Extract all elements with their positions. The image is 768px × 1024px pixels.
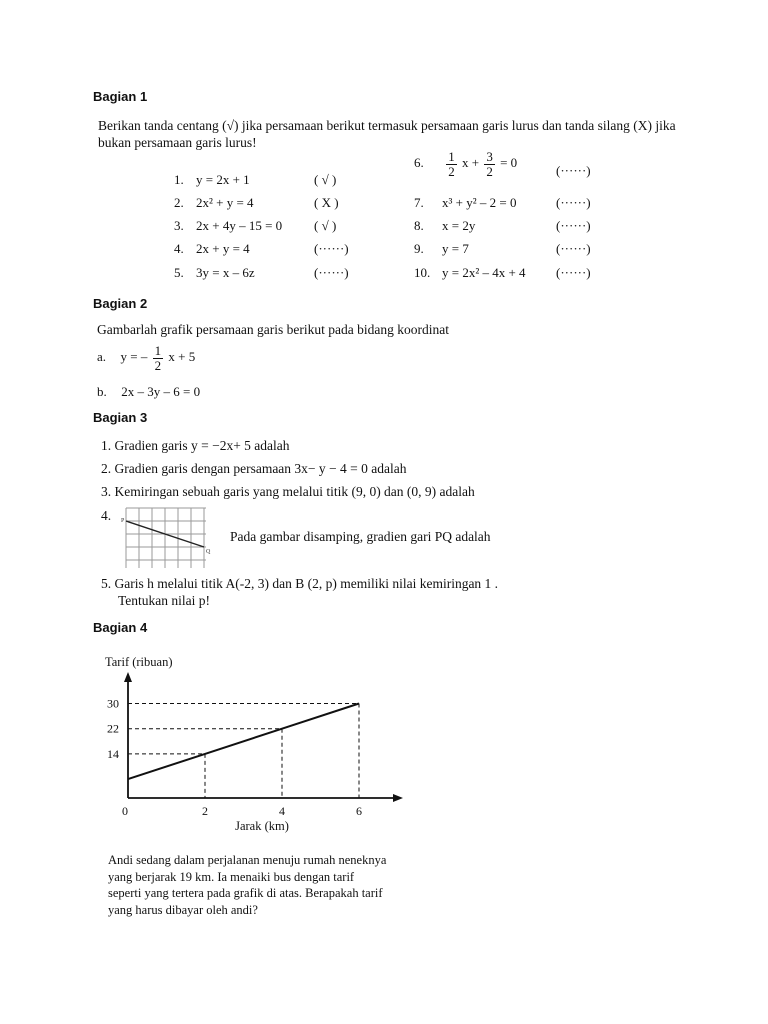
item-number: 10. — [414, 265, 431, 280]
item-6-fraction-2 — [484, 150, 495, 178]
chart-x-tick-label: 2 — [202, 804, 208, 818]
pq-grid-lines — [126, 508, 206, 568]
bagian-3-question-3: 3. Kemiringan sebuah garis yang melalui titik (9, 0) dan (0, 9) adalah — [101, 484, 475, 499]
bagian-3-heading: Bagian 3 — [93, 410, 148, 425]
item-a-lhs: y = – — [120, 349, 148, 365]
chart-ylabel: Tarif (ribuan) — [105, 655, 173, 669]
bagian-1-item-2 — [174, 195, 254, 211]
item-equation: y = 2x² – 4x + 4 — [442, 265, 526, 280]
item-a-fraction — [153, 344, 164, 372]
chart-x-axis-arrow — [393, 794, 403, 802]
item-6-number: 6. — [414, 155, 424, 171]
paragraph-line: Andi sedang dalam perjalanan menuju rumah neneknya — [108, 853, 387, 867]
item-number: 5. — [174, 265, 184, 280]
item-number: 9. — [414, 241, 424, 256]
chart-xlabel: Jarak (km) — [235, 819, 289, 833]
bagian-1-item-5 — [174, 265, 255, 281]
item-equation: 2x + 4y – 15 = 0 — [196, 218, 283, 233]
item-6-tail: = 0 — [500, 155, 518, 171]
chart-y-tick-label: 30 — [107, 696, 119, 711]
paragraph-line: yang berjarak 19 km. Ia menaiki bus dengan tarif — [108, 869, 355, 884]
bagian-1-item-8 — [414, 218, 475, 234]
item-equation: y = 2x + 1 — [196, 172, 250, 187]
item-6-answer[interactable]: (······) — [556, 163, 591, 178]
item-number: 7. — [414, 195, 424, 210]
item-number: 8. — [414, 218, 424, 233]
bagian-1-heading: Bagian 1 — [93, 89, 148, 104]
bagian-1-item-6 — [414, 150, 517, 178]
item-b-equation: 2x – 3y – 6 = 0 — [121, 384, 201, 399]
item-6-frac2-den: 2 — [486, 163, 493, 179]
bagian-3-question-4-text: Pada gambar disamping, gradien gari PQ adalah — [230, 529, 491, 544]
item-equation: 3y = x – 6z — [196, 265, 255, 280]
chart-y-tick-label: 22 — [107, 721, 119, 736]
item-6-frac1-den: 2 — [448, 163, 455, 179]
item-a-frac-num: 1 — [154, 343, 162, 358]
bagian-3-question-1: 1. Gradien garis y = −2x+ 5 adalah — [101, 438, 290, 453]
bagian-1-item-10 — [414, 265, 526, 281]
fare-chart — [95, 648, 415, 838]
item-number: 2. — [174, 195, 184, 210]
bagian-2-heading: Bagian 2 — [93, 296, 148, 311]
item-a-label: a. — [97, 349, 107, 365]
chart-x-tick-label: 4 — [279, 804, 285, 818]
bagian-1-item-4 — [174, 241, 250, 257]
item-4-answer[interactable]: (······) — [314, 241, 349, 256]
item-a-rhs: x + 5 — [168, 349, 196, 365]
item-b-label: b. — [97, 384, 107, 399]
chart-x-tick-label: 6 — [356, 804, 362, 818]
item-number: 4. — [174, 241, 184, 256]
item-10-answer[interactable]: (······) — [556, 265, 591, 280]
bagian-3-question-5-line2: Tentukan nilai p! — [118, 593, 211, 608]
item-number: 3. — [174, 218, 184, 233]
item-2-answer[interactable]: ( X ) — [314, 195, 339, 210]
chart-y-tick-label: 14 — [107, 746, 119, 761]
point-q-label: Q — [206, 549, 211, 555]
item-6-frac1-num: 1 — [448, 149, 455, 164]
chart-x-tick-label: 0 — [122, 804, 128, 818]
bagian-3-question-2: 2. Gradien garis dengan persamaan 3x− y − 4 = 0 adalah — [101, 461, 407, 476]
chart-y-axis-arrow — [124, 672, 132, 682]
item-6-mid: x + — [462, 155, 480, 171]
bagian-1-item-3 — [174, 218, 282, 234]
item-6-fraction-1 — [446, 150, 457, 178]
bagian-3-question-5-line1: 5. Garis h melalui titik A(-2, 3) dan B (2, p) memiliki nilai kemiringan 1 . — [101, 576, 499, 591]
item-1-answer[interactable]: ( √ ) — [314, 172, 337, 187]
bagian-2-item-a — [97, 344, 195, 372]
bagian-1-instruction-line1: Berikan tanda centang (√) jika persamaan berikut termasuk persamaan garis lurus dan tanda silang (X) jika — [98, 118, 676, 133]
item-equation: 2x + y = 4 — [196, 241, 250, 256]
bagian-2-item-b — [97, 384, 200, 400]
chart-series-line — [128, 704, 359, 780]
item-equation: y = 7 — [442, 241, 469, 256]
bagian-1-item-9 — [414, 241, 469, 257]
item-9-answer[interactable]: (······) — [556, 241, 591, 256]
paragraph-line: yang harus dibayar oleh andi? — [108, 902, 258, 917]
pq-grid-figure — [118, 505, 214, 571]
bagian-4-heading: Bagian 4 — [93, 620, 148, 635]
bagian-1-item-7 — [414, 195, 516, 211]
bagian-1-item-1 — [174, 172, 250, 188]
item-5-answer[interactable]: (······) — [314, 265, 349, 280]
item-6-frac2-num: 3 — [486, 149, 493, 164]
bagian-2-instruction: Gambarlah grafik persamaan garis berikut pada bidang koordinat — [97, 322, 449, 337]
item-3-answer[interactable]: ( √ ) — [314, 218, 337, 233]
point-p-label: P — [121, 518, 125, 524]
item-equation: 2x² + y = 4 — [196, 195, 254, 210]
item-equation: x³ + y² – 2 = 0 — [442, 195, 517, 210]
paragraph-line: seperti yang tertera pada grafik di atas. Berapakah tarif — [108, 886, 383, 900]
item-8-answer[interactable]: (······) — [556, 218, 591, 233]
bagian-1-instruction-line2: bukan persamaan garis lurus! — [98, 135, 257, 150]
item-a-frac-den: 2 — [154, 357, 162, 373]
bagian-3-question-4-number: 4. — [101, 508, 112, 523]
item-equation: x = 2y — [442, 218, 476, 233]
item-7-answer[interactable]: (······) — [556, 195, 591, 210]
item-number: 1. — [174, 172, 184, 187]
